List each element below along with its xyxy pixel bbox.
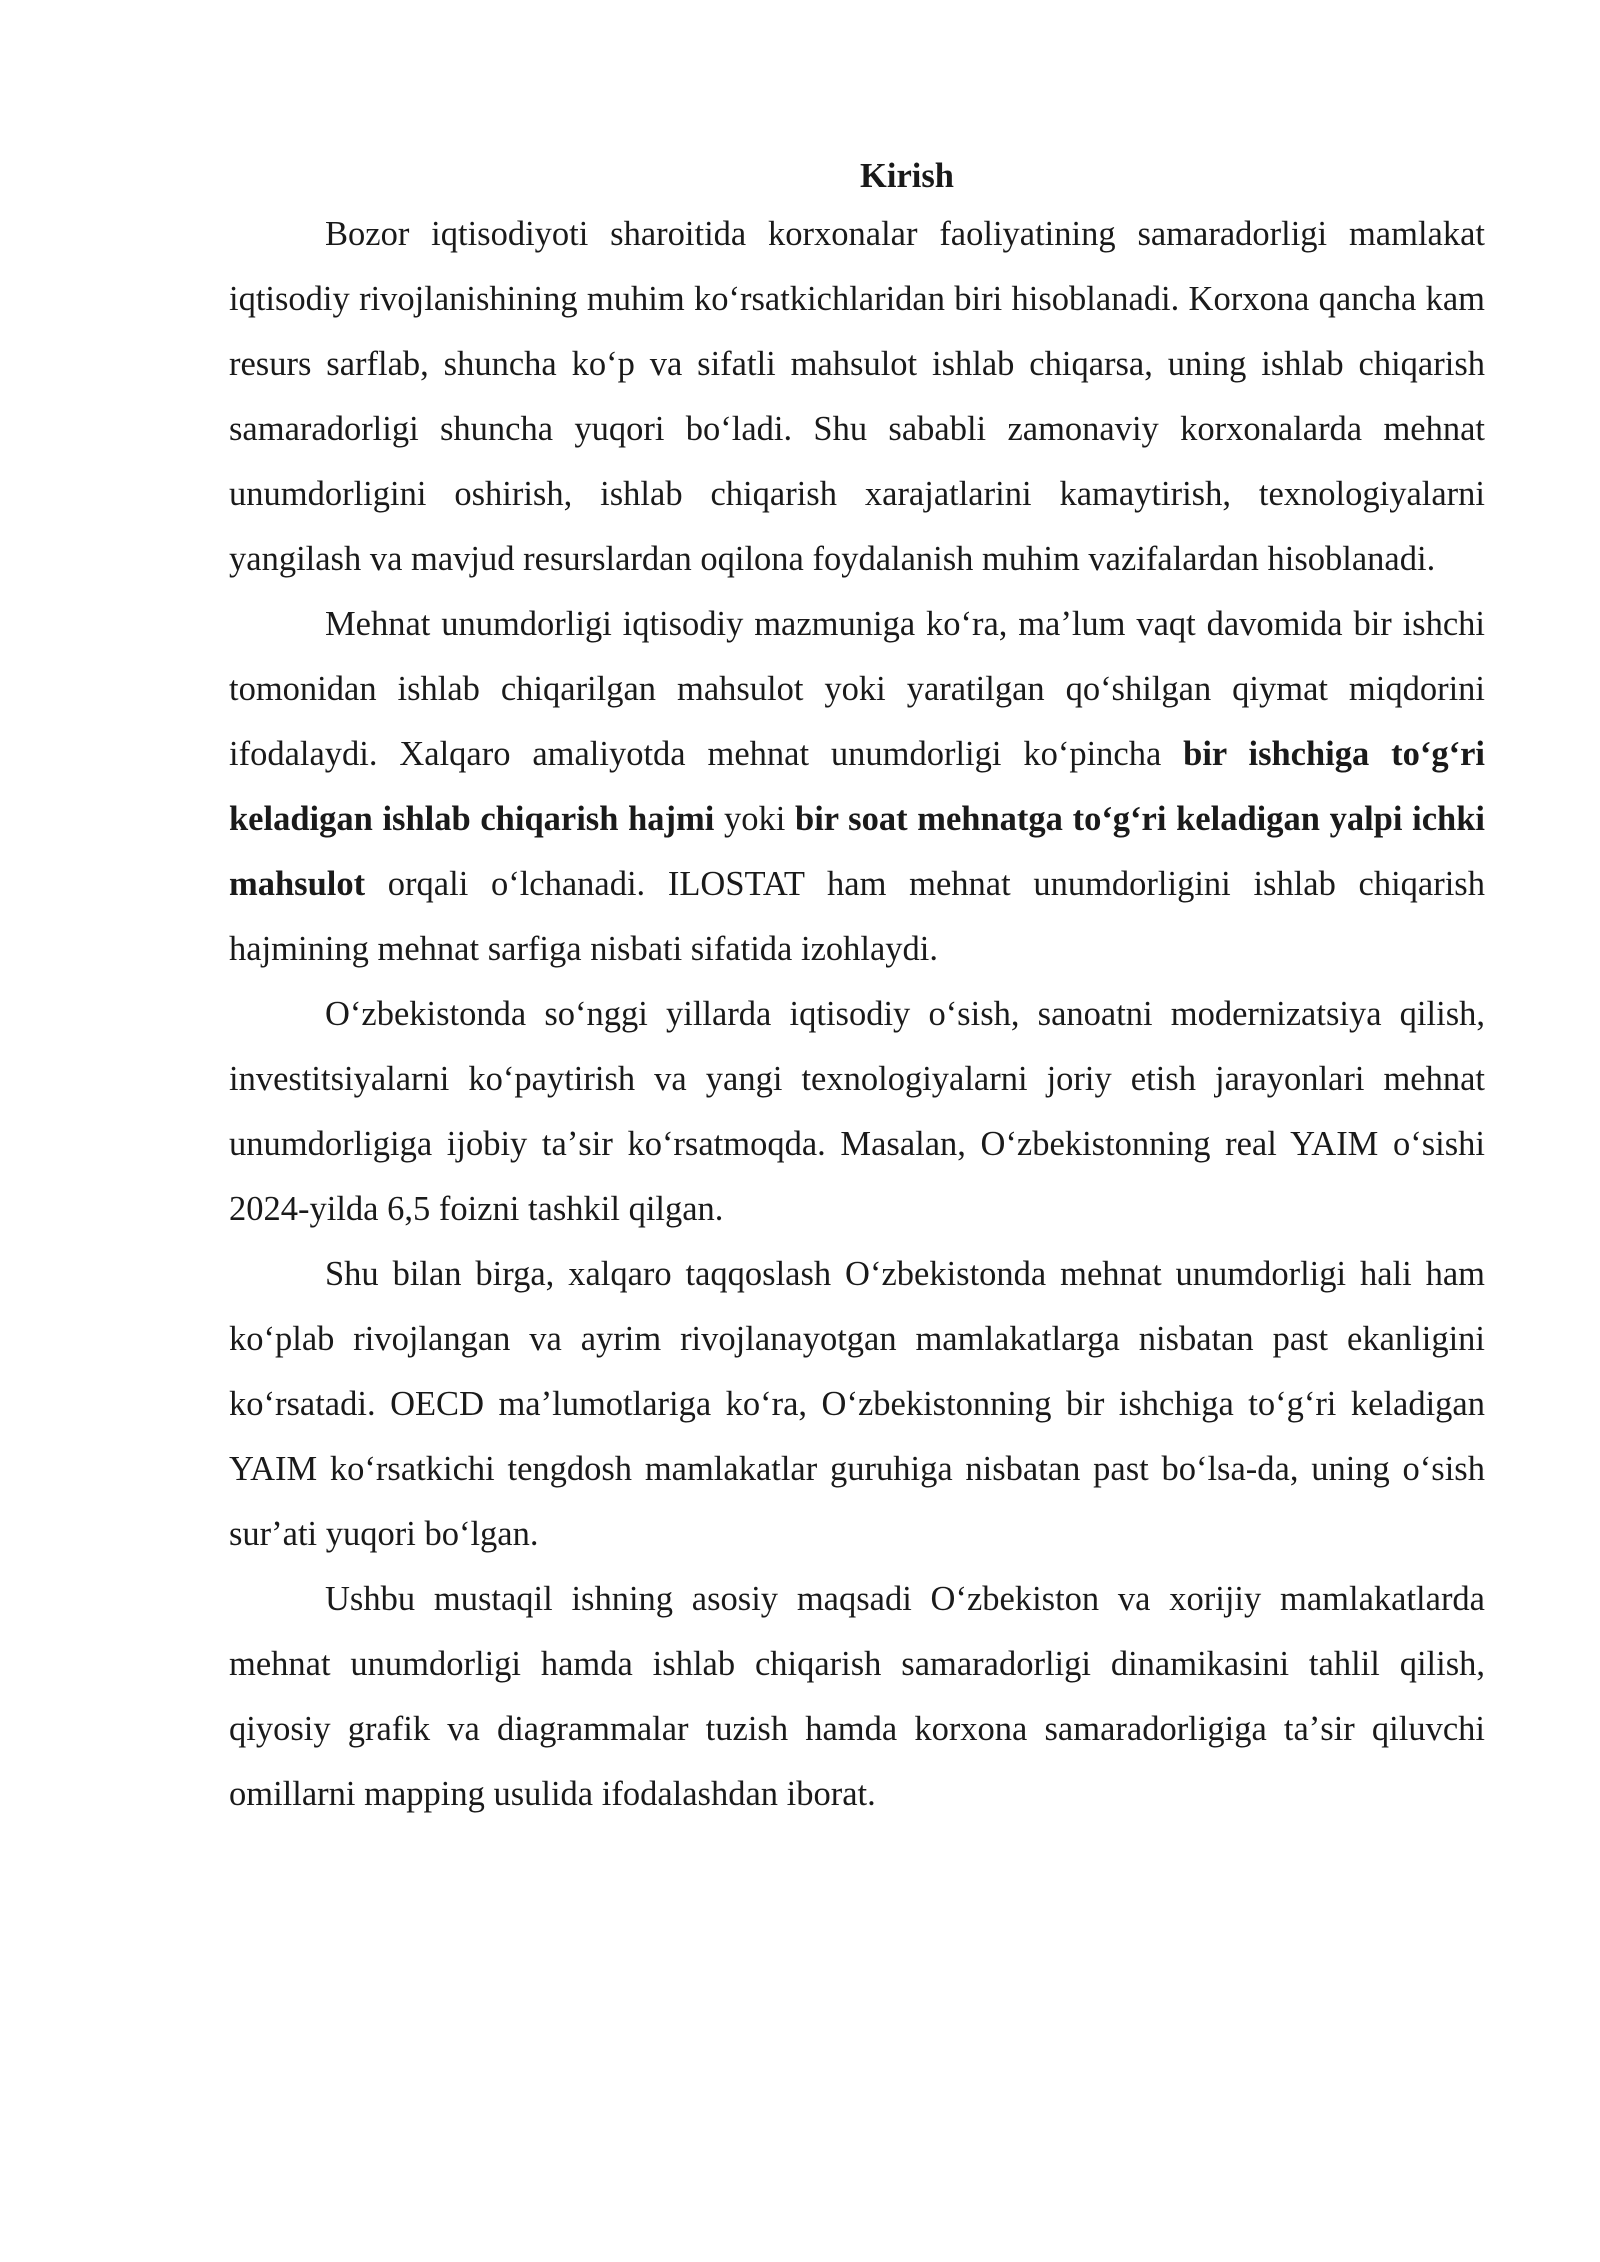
paragraph-3: Oʻzbekistonda soʻnggi yillarda iqtisodiy oʻsish, sanoatni modernizatsiya qilish, investitsiyalarni koʻpaytirish va yangi texnologiyalarni joriy etish jarayonlari mehnat unumdorligiga ijobiy taʼsir koʻrsatmoqda. Masalan, Oʻzbekistonning real YAIM oʻsishi 2024-yilda 6,5 foizni tashkil qilgan.: [229, 995, 1485, 1228]
paragraph-5: Ushbu mustaqil ishning asosiy maqsadi Oʻzbekiston va xorijiy mamlakatlarda mehnat unumdorligi hamda ishlab chiqarish samaradorligi dinamikasini tahlil qilish, qiyosiy grafik va diagrammalar tuzish hamda korxona samaradorligiga taʼsir qiluvchi omillarni mapping usulida ifodalashdan iborat.: [229, 1580, 1485, 1813]
paragraph-1: Bozor iqtisodiyoti sharoitida korxonalar faoliyatining samaradorligi mamlakat iqtisodiy rivojlanishining muhim koʻrsatkichlaridan biri hisoblanadi. Korxona qancha kam resurs sarflab, shuncha koʻp va sifatli mahsulot ishlab chiqarsa, uning ishlab chiqarish samaradorligi shuncha yuqori boʻladi. Shu sababli zamonaviy korxonalarda mehnat unumdorligini oshirish, ishlab chiqarish xarajatlarini kamaytirish, texnologiyalarni yangilash va mavjud resurslardan oqilona foydalanish muhim vazifalardan hisoblanadi.: [229, 215, 1485, 578]
paragraph-2-text-1: Mehnat unumdorligi iqtisodiy mazmuniga koʻra, maʼlum vaqt davomida bir ishchi tomonidan ishlab chiqarilgan mahsulot yoki yaratilgan qoʻshilgan qiymat miqdorini ifodalaydi. Xalqaro amaliyotda mehnat unumdorligi koʻpincha: [229, 605, 1485, 773]
paragraph-2-bold-1: bir ishchiga toʻgʻri keladigan ishlab chiqarish hajmi: [229, 735, 1485, 838]
paragraph-2-text-2: yoki: [714, 800, 796, 838]
section-title: Kirish: [860, 157, 954, 195]
paragraph-4: Shu bilan birga, xalqaro taqqoslash Oʻzbekistonda mehnat unumdorligi hali ham koʻplab rivojlangan va ayrim rivojlanayotgan mamlakatlarga nisbatan past ekanligini koʻrsatadi. OECD maʼlumotlariga koʻra, Oʻzbekistonning bir ishchiga toʻgʻri keladigan YAIM koʻrsatkichi tengdosh mamlakatlar guruhiga nisbatan past boʻlsa-da, uning oʻsish surʼati yuqori boʻlgan.: [229, 1255, 1485, 1553]
paragraph-2-text-3: orqali oʻlchanadi. ILOSTAT ham mehnat unumdorligini ishlab chiqarish hajmining mehnat sarfiga nisbati sifatida izohlaydi.: [229, 865, 1485, 968]
document-body: [229, 150, 1485, 1827]
paragraph-2: [229, 592, 1485, 982]
paragraph-2-bold-2: bir soat mehnatga toʻgʻri keladigan yalpi ichki mahsulot: [229, 800, 1485, 903]
